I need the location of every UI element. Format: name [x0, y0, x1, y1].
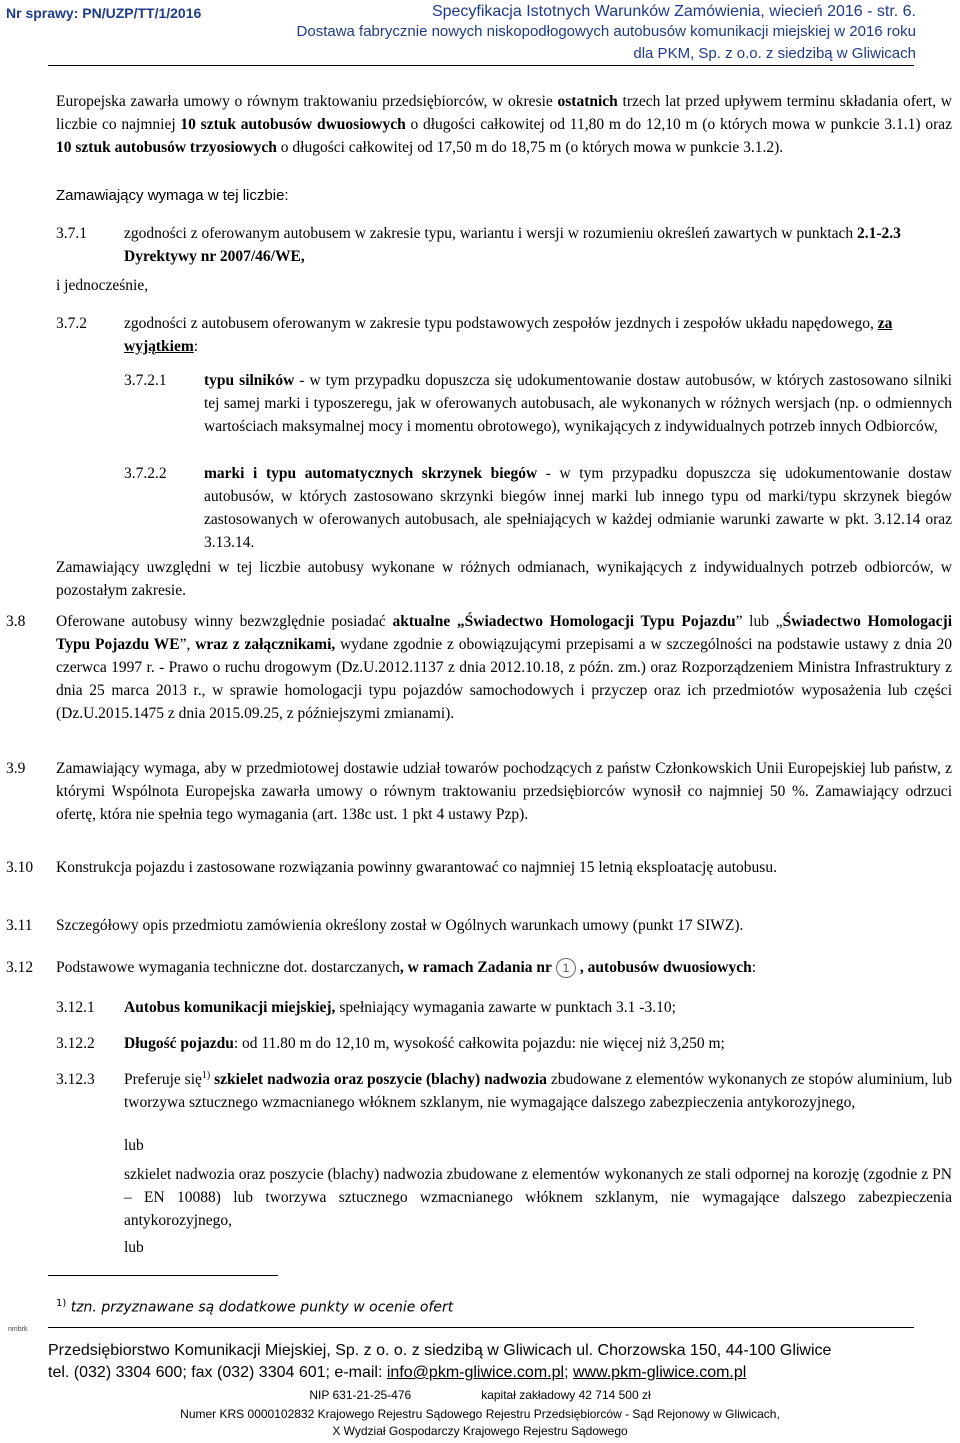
- section-number: 3.9: [6, 760, 26, 777]
- section-3-7-1-text: zgodności z oferowanym autobusem w zakresie typu, wariantu i wersji w rozumieniu określeń zawartych w punktach 2.1-2.3 Dyrektywy nr 2007/46/WE,: [124, 225, 901, 265]
- footer-krs: Numer KRS 0000102832 Krajowego Rejestru Sądowego Rejestru Przedsiębiorców - Sąd Rejonowy w Gliwicach,: [180, 1407, 780, 1421]
- section-3-9-text: Zamawiający wymaga, aby w przedmiotowej dostawie udział towarów pochodzących z państw Członkowskich Unii Europejskiej lub państw, z którymi Wspólnota Europejska zawarła umowy o równym traktowaniu przedsiębiorców wynosił co najmniej 50 %. Zamawiający odrzuci ofertę, która nie spełnia tego wymagania (art. 138c ust. 1 pkt 4 ustawy Pzp).: [56, 760, 952, 823]
- simultaneously-line: i jednocześnie,: [56, 277, 149, 294]
- alternative-text: szkielet nadwozia oraz poszycie (blachy) nadwozia zbudowane z elementów wykonanych ze stali odpornej na korozję (zgodnie z PN – EN 10088) lub tworzywa sztucznego wzmacnianego włóknem szklanym, nie wymagające dalszego zabezpieczenia antykorozyjnego,: [124, 1166, 952, 1229]
- task-number-circle: 1: [556, 958, 576, 978]
- section-number: 3.10: [6, 859, 34, 876]
- section-number: 3.7.2: [56, 315, 87, 332]
- section-number: 3.7.1: [56, 225, 87, 242]
- section-number: 3.12.2: [56, 1035, 95, 1052]
- section-3-8-text: Oferowane autobusy winny bezwzględnie posiadać aktualne „Świadectwo Homologacji Typu Pojazdu” lub „Świadectwo Homologacji Typu Pojazdu WE”, wraz z załącznikami, wydane zgodnie z obowiązującymi przepisami a w szczególności na podstawie ustawy z dnia 20 czerwca 1997 r. - Prawo o ruchu drogowym (Dz.U.2012.1137 z dnia 2012.10.18, z późn. zm.) oraz Rozporządzeniem Ministra Infrastruktury z dnia 25 marca 2013 r., w sprawie homologacji typu pojazdów samochodowych i przyczep oraz ich przedmiotów wyposażenia lub części (Dz.U.2015.1475 z dnia 2015.09.25, z późniejszymi zmianami).: [56, 613, 953, 722]
- section-3-12-1-text: Autobus komunikacji miejskiej, spełniający wymagania zawarte w punktach 3.1 -3.10;: [124, 999, 676, 1016]
- section-3-12-3-text: Preferuje się$^{1)}$ szkielet nadwozia oraz poszycie (blachy) nadwozia zbudowane z elementów wykonanych ze stopów aluminium, lub tworzywa sztucznego wzmacnianego włóknem szklanym, nie wymagające dalszego zabezpieczenia antykorozyjnego,: [124, 1069, 952, 1111]
- section-3-10-text: Konstrukcja pojazdu i zastosowane rozwiązania powinny gwarantować co najmniej 15 letnią eksploatację autobusu.: [56, 859, 777, 876]
- footnote-divider: [48, 1275, 278, 1276]
- footer-contact: tel. (032) 3304 600; fax (032) 3304 601; e-mail: info@pkm-gliwice.com.pl; www.pkm-gliwice.com.pl: [48, 1364, 747, 1381]
- footnote: $^{1)}$ tzn. przyznawane są dodatkowe punkty w ocenie ofert: [56, 1298, 454, 1316]
- section-number: 3.12.3: [56, 1071, 95, 1088]
- section-3-7-2-text: zgodności z autobusem oferowanym w zakresie typu podstawowych zespołów jezdnych i zespołów układu napędowego, za wyjątkiem:: [124, 315, 893, 355]
- section-3-12-text: Podstawowe wymagania techniczne dot. dostarczanych, w ramach Zadania nr 1 , autobusów dwuosiowych:: [56, 956, 952, 979]
- section-number: 3.12: [6, 959, 34, 976]
- footer-department: X Wydział Gospodarczy Krajowego Rejestru Sądowego: [332, 1424, 628, 1438]
- case-number: Nr sprawy: PN/UZP/TT/1/2016: [6, 5, 202, 21]
- paragraph-intro: Europejska zawarła umowy o równym traktowaniu przedsiębiorców, w okresie ostatnich trzech lat przed upływem terminu składania ofert, w liczbie co najmniej 10 sztuk autobusów dwuosiowych o długości całkowitej od 11,80 m do 12,10 m (o których mowa w punkcie 3.1.1) oraz 10 sztuk autobusów trzyosiowych o długości całkowitej od 17,50 m do 18,75 m (o których mowa w punkcie 3.1.2).: [56, 93, 953, 156]
- header-title: Specyfikacja Istotnych Warunków Zamówienia, wiecień 2016 - str. 6.: [431, 3, 916, 20]
- share-capital: kapitał zakładowy 42 714 500 zł: [481, 1388, 651, 1402]
- footer-company: Przedsiębiorstwo Komunikacji Miejskiej, Sp. z o. o. z siedzibą w Gliwicach ul. Chorzowska 150, 44-100 Gliwice: [48, 1342, 832, 1359]
- section-3-7-2-2-text: marki i typu automatycznych skrzynek biegów - w tym przypadku dopuszcza się udokumentowanie dostaw autobusów, w których zastosowano skrzynki biegów innej marki lub innego typu od marki/typu skrzynek biegów zastosowanych w oferowanych autobusach, ale spełniających w każdej odmianie warunki zawarte w pkt. 3.12.14 oraz 3.13.14.: [204, 465, 952, 551]
- section-number: 3.7.2.2: [124, 465, 167, 482]
- section-number: 3.7.2.1: [124, 372, 167, 389]
- footer-divider: [48, 1327, 914, 1328]
- or-line: lub: [124, 1137, 144, 1154]
- section-number: 3.8: [6, 613, 26, 630]
- header-client: dla PKM, Sp. z o.o. z siedzibą w Gliwicach: [633, 45, 916, 62]
- website-link[interactable]: www.pkm-gliwice.com.pl: [572, 1364, 747, 1381]
- section-3-7-2-1-text: typu silników - w tym przypadku dopuszcza się udokumentowanie dostaw autobusów, w których zastosowano silniki tej samej marki i typoszeregu, jak w oferowanych autobusach, ale wykonanych w różnych wersjach (np. o odmiennych wartościach maksymalnej mocy i momentu obrotowego), wynikających z indywidualnych potrzeb innych Odbiorców,: [204, 372, 952, 435]
- email-link[interactable]: info@pkm-gliwice.com.pl: [386, 1364, 565, 1381]
- nip: NIP 631-21-25-476: [309, 1388, 412, 1402]
- page-header: [0, 0, 960, 62]
- corner-mark: nmbrk: [8, 1326, 28, 1333]
- requirement-line: Zamawiający wymaga w tej liczbie:: [56, 187, 289, 204]
- header-divider: [48, 65, 914, 66]
- paragraph-consideration: Zamawiający uwzględni w tej liczbie autobusy wykonane w różnych odmianach, wynikających z indywidualnych potrzeb odbiorców, w pozostałym zakresie.: [56, 559, 952, 599]
- header-subject: Dostawa fabrycznie nowych niskopodłogowych autobusów komunikacji miejskiej w 2016 roku: [296, 23, 916, 40]
- footnote-ref: 1): [201, 1069, 211, 1081]
- or-line: lub: [124, 1239, 144, 1256]
- section-number: 3.11: [6, 917, 33, 934]
- section-3-11-text: Szczegółowy opis przedmiotu zamówienia określony został w Ogólnych warunkach umowy (punkt 17 SIWZ).: [56, 917, 744, 934]
- section-number: 3.12.1: [56, 999, 95, 1016]
- section-3-12-2-text: Długość pojazdu: od 11.80 m do 12,10 m, wysokość całkowita pojazdu: nie więcej niż 3,250 m;: [124, 1035, 725, 1052]
